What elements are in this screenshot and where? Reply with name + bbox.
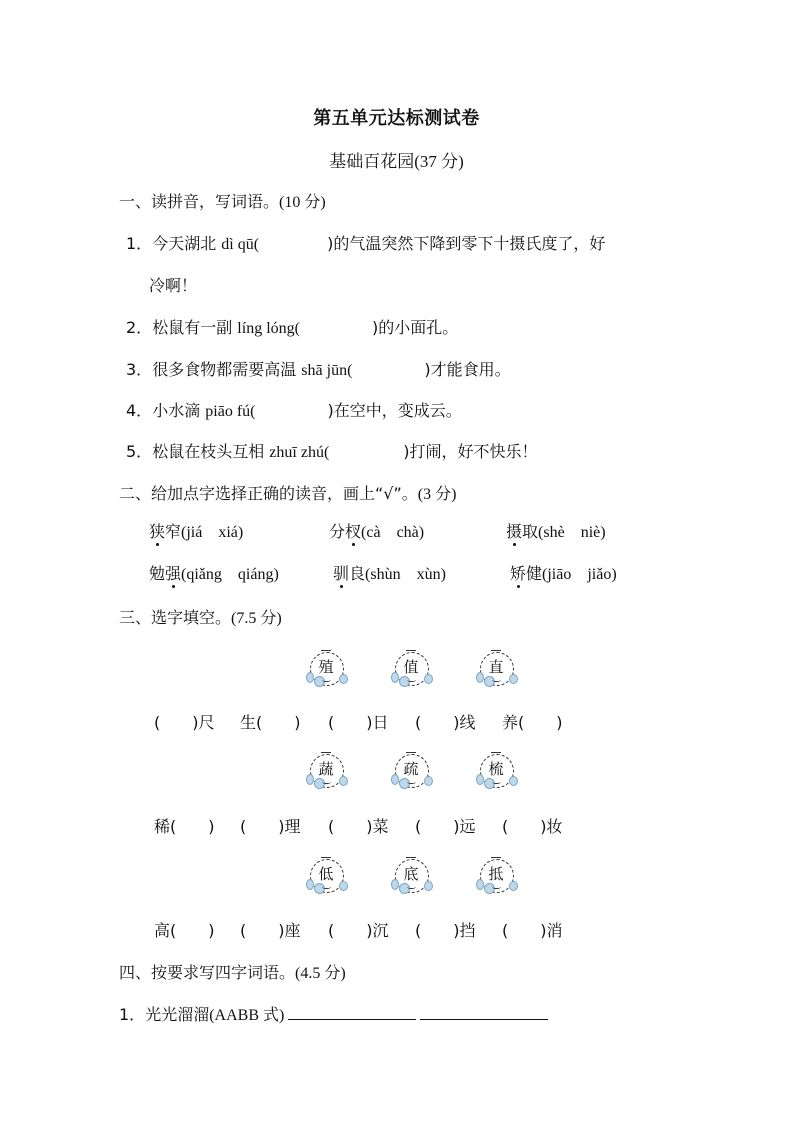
section-points: (7.5 分) — [231, 610, 282, 627]
question-text: 光光溜溜 — [145, 1005, 210, 1024]
section-1-heading — [119, 189, 326, 212]
question-text: 松鼠有一副 — [152, 318, 233, 337]
choice-char: 底 — [403, 865, 419, 883]
section-points: (4.5 分) — [295, 965, 346, 982]
question-text: )打闹，好不快乐！ — [403, 442, 538, 461]
dotted-char: 狭 — [149, 522, 166, 541]
section-heading-text: 三、选字填空。 — [119, 608, 232, 627]
pinyin: shā jūn — [301, 362, 348, 379]
char: 良 — [349, 564, 366, 583]
smile-decoration — [407, 780, 416, 784]
smile-decoration — [322, 678, 331, 682]
question-number: 3． — [126, 360, 153, 379]
open-paren: ( — [253, 236, 260, 253]
dotted-char: 强 — [165, 564, 182, 583]
choice-badge — [476, 752, 516, 788]
char: 勉 — [149, 564, 166, 583]
fill-blank[interactable]: 养( ) — [502, 713, 563, 732]
question-number: 2． — [126, 318, 153, 337]
pronunciation-item[interactable] — [510, 561, 617, 584]
question-5 — [126, 439, 538, 462]
fill-blank[interactable]: ( )日 — [328, 713, 389, 732]
choice-char: 直 — [488, 658, 504, 676]
choice-char: 梳 — [488, 760, 504, 778]
dotted-char: 驯 — [333, 564, 350, 583]
question-text: )才能食用。 — [424, 360, 511, 379]
char: 分 — [329, 522, 346, 541]
question-3 — [126, 357, 511, 380]
fill-blank[interactable]: ( )尺 — [154, 713, 215, 732]
choice-badge — [476, 650, 516, 686]
choice-badge — [306, 650, 346, 686]
fill-blank[interactable]: ( )菜 — [328, 817, 389, 836]
smile-decoration — [492, 885, 501, 889]
dotted-char: 矫 — [510, 564, 527, 583]
section-heading-text: 四、按要求写四字词语。 — [119, 963, 296, 982]
pattern-hint: (AABB 式) — [209, 1007, 285, 1024]
question-text: )的小面孔。 — [371, 318, 459, 337]
pinyin: líng lóng — [237, 320, 295, 337]
choice-char: 殖 — [318, 658, 334, 676]
fill-blank[interactable]: ( )沉 — [328, 921, 389, 940]
question-number: 5． — [126, 442, 153, 461]
pinyin: zhuī zhú — [269, 444, 324, 461]
smile-decoration — [407, 678, 416, 682]
dotted-char: 摄 — [506, 522, 523, 541]
section-2-heading — [119, 481, 456, 504]
question-2 — [126, 315, 458, 338]
question-4 — [126, 398, 462, 421]
pronunciation-item[interactable] — [329, 519, 424, 542]
open-paren: ( — [250, 403, 256, 420]
open-paren: ( — [347, 362, 353, 379]
question-text: )的气温突然下降到零下十摄氏度了，好 — [327, 234, 606, 253]
page-subtitle: 基础百花园(37 分) — [329, 152, 464, 171]
smile-decoration — [492, 678, 501, 682]
dotted-char: 杈 — [345, 522, 362, 541]
question-number: 1． — [119, 1005, 146, 1024]
choice-char: 蔬 — [318, 760, 334, 778]
pinyin-options[interactable]: (qiǎng qiáng) — [181, 566, 279, 583]
section-4-question-1 — [119, 1002, 548, 1025]
pinyin-options[interactable]: (cà chà) — [361, 524, 425, 541]
fill-blank[interactable]: 高( ) — [154, 921, 215, 940]
section-4-heading — [119, 960, 346, 983]
pinyin: piāo fú — [205, 403, 251, 420]
page-title: 第五单元达标测试卷 — [313, 108, 480, 129]
fill-blank[interactable]: ( )挡 — [415, 921, 476, 940]
section-3-heading — [119, 605, 282, 628]
choice-badge — [306, 857, 346, 893]
pronunciation-item[interactable] — [333, 561, 446, 584]
smile-decoration — [322, 780, 331, 784]
pronunciation-item[interactable] — [506, 519, 606, 542]
fill-blank[interactable]: 稀( ) — [154, 817, 215, 836]
choice-badge — [476, 857, 516, 893]
question-text: )在空中，变成云。 — [327, 401, 462, 420]
section-heading-text: 一、读拼音，写词语。 — [119, 192, 280, 211]
choice-char: 值 — [403, 658, 419, 676]
choice-badge — [391, 752, 431, 788]
fill-blank[interactable]: ( )座 — [240, 921, 301, 940]
pronunciation-item[interactable] — [149, 519, 243, 542]
pinyin: dì qū — [221, 236, 254, 253]
section-points: (3 分) — [417, 486, 457, 503]
question-number: 1． — [126, 234, 153, 253]
fill-blank[interactable]: ( )妆 — [502, 817, 563, 836]
section-points: (10 分) — [279, 194, 326, 211]
fill-blank[interactable]: ( )消 — [502, 921, 563, 940]
char: 取 — [522, 522, 539, 541]
fill-blank[interactable]: ( )远 — [415, 817, 476, 836]
fill-blank[interactable]: 生( ) — [240, 713, 301, 732]
char: 健 — [526, 564, 543, 583]
question-text: 很多食物都需要高温 — [152, 360, 297, 379]
choice-badge — [391, 857, 431, 893]
fill-blank[interactable]: ( )线 — [415, 713, 476, 732]
question-text: 今天湖北 — [152, 234, 217, 253]
pinyin-options[interactable]: (jiāo jiǎo) — [542, 566, 617, 583]
fill-blank[interactable]: ( )理 — [240, 817, 301, 836]
section-heading-text: 二、给加点字选择正确的读音，画上“√”。 — [119, 484, 418, 503]
choice-badge — [306, 752, 346, 788]
char: 窄 — [165, 522, 182, 541]
question-1 — [126, 231, 605, 254]
pinyin-options[interactable]: (jiá xiá) — [181, 524, 244, 541]
smile-decoration — [492, 780, 501, 784]
choice-badge — [391, 650, 431, 686]
choice-char: 抵 — [488, 865, 504, 883]
pinyin-options[interactable]: (shè niè) — [538, 524, 606, 541]
choice-char: 疏 — [403, 760, 419, 778]
pronunciation-item[interactable] — [149, 561, 279, 584]
pinyin-options[interactable]: (shùn xùn) — [365, 566, 446, 583]
open-paren: ( — [323, 444, 330, 461]
question-text: 松鼠在枝头互相 — [152, 442, 265, 461]
smile-decoration — [322, 885, 331, 889]
question-number: 4． — [126, 401, 153, 420]
answer-line[interactable] — [420, 1005, 548, 1020]
question-1-continuation: 冷啊！ — [149, 276, 198, 295]
question-text: 小水滴 — [152, 401, 201, 420]
choice-char: 低 — [318, 865, 334, 883]
open-paren: ( — [294, 320, 300, 337]
answer-line[interactable] — [288, 1005, 416, 1020]
smile-decoration — [407, 885, 416, 889]
